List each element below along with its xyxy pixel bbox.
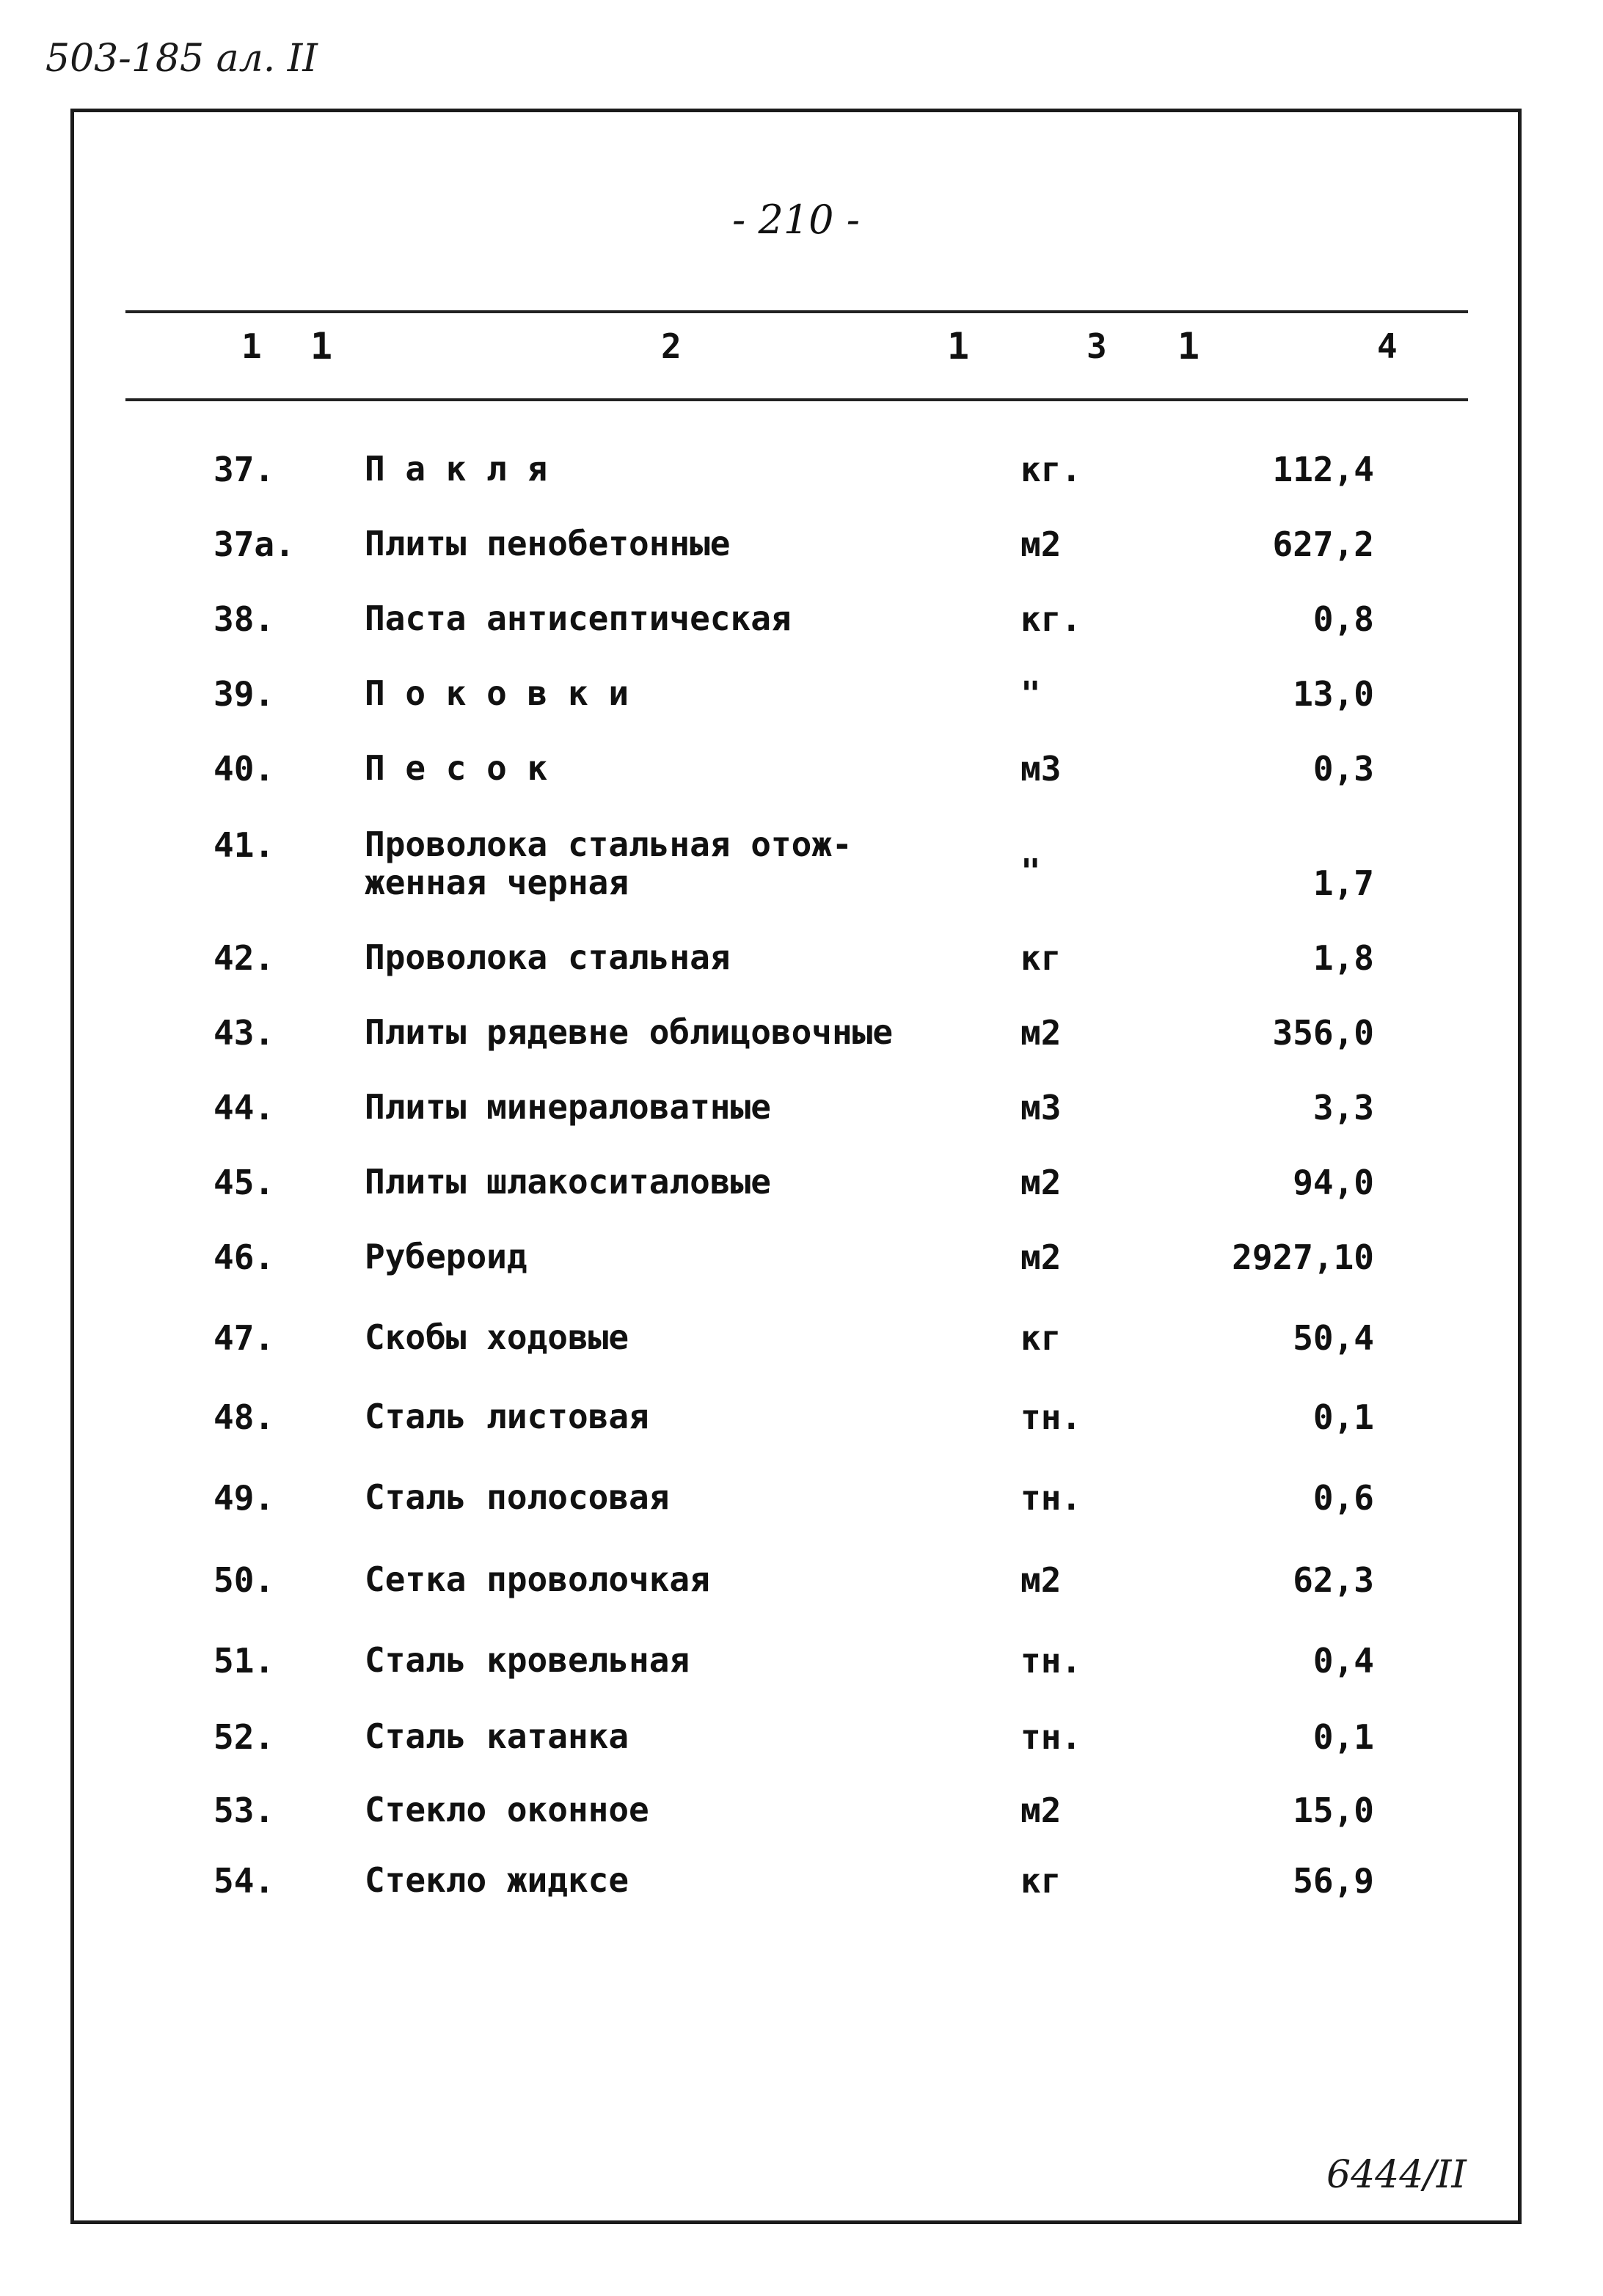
item-number: 42. (213, 938, 275, 978)
column-header-4: 4 (1377, 326, 1398, 366)
material-name: Сталь листовая (365, 1397, 649, 1436)
unit: кг (1020, 938, 1062, 978)
page-number: - 210 - (732, 197, 860, 243)
item-number: 40. (213, 749, 275, 789)
column-header-3: 3 (1087, 326, 1107, 366)
item-number: 51. (213, 1641, 275, 1681)
item-number: 43. (213, 1013, 275, 1053)
unit: кг (1020, 1318, 1062, 1358)
unit: м3 (1020, 1088, 1062, 1127)
material-name: Стекло жидксе (365, 1860, 629, 1900)
table-row (74, 1717, 1518, 1761)
quantity: 13,0 (1293, 674, 1374, 714)
unit: тн. (1020, 1397, 1082, 1437)
item-number: 38. (213, 599, 275, 639)
table-row (74, 825, 1518, 903)
unit: м2 (1020, 1237, 1062, 1277)
table-row (74, 674, 1518, 718)
quantity: 0,1 (1312, 1397, 1374, 1437)
table-row (74, 749, 1518, 793)
page-frame (70, 109, 1522, 2224)
item-number: 41. (213, 825, 275, 865)
unit: м2 (1020, 524, 1062, 564)
quantity: 50,4 (1293, 1318, 1374, 1358)
material-name: Паста антисептическая (365, 599, 792, 638)
item-number: 37а. (213, 524, 295, 564)
unit: м2 (1020, 1013, 1062, 1053)
table-header-top-rule (125, 310, 1468, 313)
quantity: 3,3 (1312, 1088, 1374, 1127)
quantity: 0,4 (1312, 1641, 1374, 1681)
quantity: 627,2 (1272, 524, 1374, 564)
column-separator: 1 (1177, 325, 1200, 368)
unit: " (1020, 852, 1041, 891)
material-name: Сталь полосовая (365, 1477, 670, 1517)
unit: тн. (1020, 1641, 1082, 1681)
quantity: 0,3 (1312, 749, 1374, 789)
unit: кг. (1020, 599, 1082, 639)
table-row (74, 1318, 1518, 1362)
material-name: Рубероид (365, 1237, 527, 1276)
unit: тн. (1020, 1717, 1082, 1757)
item-number: 49. (213, 1478, 275, 1518)
item-number: 45. (213, 1163, 275, 1202)
item-number: 52. (213, 1717, 275, 1757)
table-row (74, 524, 1518, 568)
table-row (74, 450, 1518, 494)
material-name: Плиты пенобетонные (365, 524, 731, 563)
table-row (74, 938, 1518, 982)
material-name: П е с о к (365, 748, 548, 788)
quantity: 356,0 (1272, 1013, 1374, 1053)
quantity: 1,7 (1312, 863, 1374, 903)
quantity: 112,4 (1272, 450, 1374, 489)
material-name: П о к о в к и (365, 673, 629, 713)
table-row (74, 1237, 1518, 1282)
table-header-bottom-rule (125, 398, 1468, 401)
material-name: Стекло оконное (365, 1790, 649, 1829)
item-number: 50. (213, 1560, 275, 1600)
handwritten-archive-number: 6444/II (1326, 2153, 1467, 2197)
table-row (74, 1088, 1518, 1132)
table-row (74, 1478, 1518, 1522)
quantity: 0,6 (1312, 1478, 1374, 1518)
quantity: 15,0 (1293, 1791, 1374, 1830)
item-number: 47. (213, 1318, 275, 1358)
table-row (74, 1560, 1518, 1604)
unit: тн. (1020, 1478, 1082, 1518)
column-separator: 1 (947, 325, 970, 368)
column-header-1: 1 (241, 326, 262, 366)
unit: кг. (1020, 450, 1082, 489)
column-header-2: 2 (661, 326, 682, 366)
item-number: 48. (213, 1397, 275, 1437)
item-number: 46. (213, 1237, 275, 1277)
quantity: 0,8 (1312, 599, 1374, 639)
quantity: 2927,10 (1232, 1237, 1374, 1277)
unit: " (1020, 674, 1041, 714)
table-row (74, 1791, 1518, 1835)
handwritten-document-code: 503-185 ал. II (45, 37, 318, 81)
material-name: П а к л я (365, 449, 548, 489)
quantity: 0,1 (1312, 1717, 1374, 1757)
table-row (74, 1641, 1518, 1685)
material-name: Скобы ходовые (365, 1317, 629, 1357)
item-number: 53. (213, 1791, 275, 1830)
item-number: 37. (213, 450, 275, 489)
table-row (74, 1861, 1518, 1905)
item-number: 39. (213, 674, 275, 714)
table-row (74, 599, 1518, 643)
quantity: 62,3 (1293, 1560, 1374, 1600)
table-row (74, 1013, 1518, 1057)
material-name: Сталь катанка (365, 1716, 629, 1756)
material-name: Плиты шлакоситаловые (365, 1162, 771, 1202)
unit: кг (1020, 1861, 1062, 1901)
table-row (74, 1163, 1518, 1207)
material-name: Сталь кровельная (365, 1640, 690, 1680)
material-name: Проволока стальная отож- женная черная (365, 825, 852, 902)
item-number: 54. (213, 1861, 275, 1901)
unit: м2 (1020, 1163, 1062, 1202)
unit: м2 (1020, 1791, 1062, 1830)
material-name: Плиты рядевне облицовочные (365, 1012, 894, 1052)
column-separator: 1 (310, 325, 333, 368)
quantity: 56,9 (1293, 1861, 1374, 1901)
item-number: 44. (213, 1088, 275, 1127)
quantity: 1,8 (1312, 938, 1374, 978)
material-name: Сетка проволочкая (365, 1560, 710, 1599)
table-row (74, 1397, 1518, 1441)
material-name: Проволока стальная (365, 937, 731, 977)
unit: м2 (1020, 1560, 1062, 1600)
unit: м3 (1020, 749, 1062, 789)
quantity: 94,0 (1293, 1163, 1374, 1202)
material-name: Плиты минераловатные (365, 1087, 771, 1127)
